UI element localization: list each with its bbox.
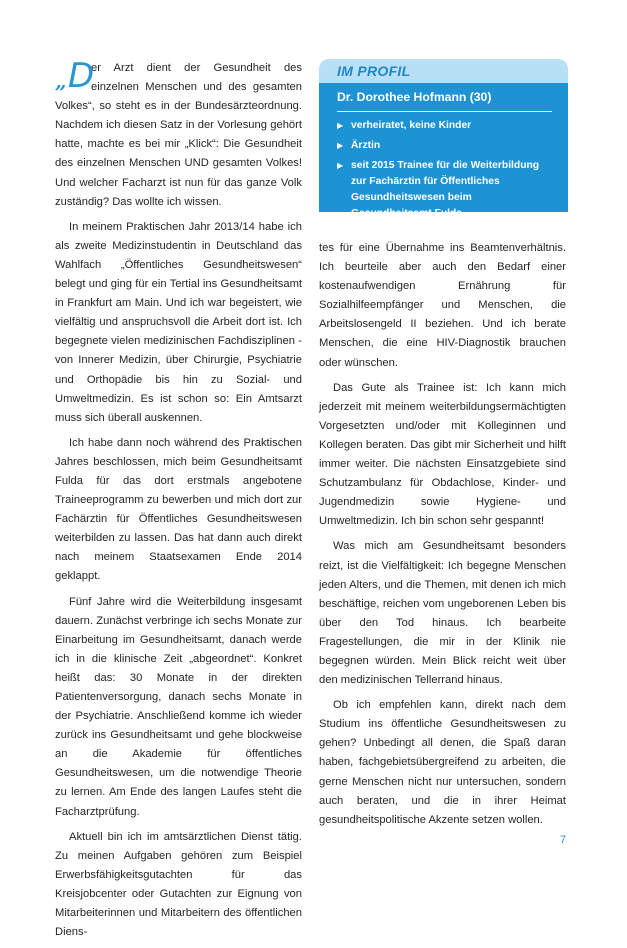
article-paragraph <box>55 56 302 212</box>
drop-cap <box>55 56 95 96</box>
profile-item-text: seit 2015 Trainee für die Weiterbildung zur Fachärztin für Öffentliches Gesundheitswesen beim Gesundheitsamt Fulda <box>351 160 540 219</box>
profile-heading: IM PROFIL <box>319 59 568 83</box>
triangle-bullet-icon: ▶ <box>337 121 344 130</box>
article-paragraph: Ich habe dann noch während des Praktischen Jahres beschlossen, mich beim Gesundheitsamt Fulda für das dort erstmals angebotene Traineeprogramm zu bewerben und mich dort zur Fachärztin für Öffentliches Gesundheitswesen weiterbilden zu lassen. Das hat dann auch direkt nach meinem Staatsexamen Ende 2014 geklappt. <box>55 436 302 583</box>
profile-item <box>337 138 552 154</box>
article-column-right <box>319 239 566 836</box>
drop-cap-quote: „ <box>55 69 67 93</box>
triangle-bullet-icon: ▶ <box>337 141 344 150</box>
profile-list <box>337 118 552 222</box>
profile-box <box>319 59 568 220</box>
profile-item <box>337 158 552 222</box>
drop-cap-letter: D <box>68 56 95 96</box>
article-paragraph: Ob ich empfehlen kann, direkt nach dem Studium ins öffentliche Gesundheitswesen zu gehen? Unbedingt all denen, die Spaß daran haben, fachgebietsübergreifend zu arbeiten, die gerne Menschen nicht nur untersuchen, sondern auch beraten, und die in ihrer Heimat gesundheitspolitische Akzente setzen wollen. <box>319 699 566 826</box>
article-paragraph: Fünf Jahre wird die Weiterbildung insgesamt dauern. Zunächst verbringe ich sechs Monate zur Einarbeitung im Gesundheitsamt, danach werde ich in die klinische Zeit „abgeordnet“. Konkret heißt das: 30 Monate in der direkten Patientenversorgung, danach sechs Monate in der Psychiatrie. Anschließend komme ich wieder zurück ins Gesundheitsamt und gehe blockweise an die Akademie für öffentliches Gesundheitswesen, um die notwendige Theorie zu lernen. Am Ende des langen Laufes steht die Facharztprüfung. <box>55 595 302 818</box>
paragraph-text: er Arzt dient der Gesundheit des einzelnen Menschen und des gesamten Volkes“, so steht es in der Bundesärzteordnung. Nachdem ich diesen Satz in der Vorlesung gehört hatte, machte es bei mir „Klick“: Die Gesundheit des einzelnen Menschen UND gesamten Volkes! Und welcher Facharzt ist nun für das ganze Volk zuständig? Das wollte ich wissen. <box>55 62 302 208</box>
profile-item <box>337 118 552 134</box>
article-paragraph: Das Gute als Trainee ist: Ich kann mich jederzeit mit meinem weiterbildungsermächtigten Vorgesetzten und/oder mit Kolleginnen und Kollegen beraten. Das gibt mir Sicherheit und hilft immer weiter. Die nächsten Einsatzgebiete sind Schutzambulanz für Obdachlose, Kinder- und Jugendmedizin sowie Hygiene- und Umweltmedizin. Ich bin schon sehr gespannt! <box>319 381 566 528</box>
profile-item-text: verheiratet, keine Kinder <box>351 120 472 131</box>
profile-body <box>319 83 568 219</box>
article-paragraph: In meinem Praktischen Jahr 2013/14 habe ich als zweite Medizinstudentin in Deutschland das Wahlfach „Öffentliches Gesundheitswesen“ belegt und ging für ein Tertial ins Gesundheitsamt in Frankfurt am Main. Und ich war begeistert, wie vielfältig und anspruchsvoll die Arbeit dort ist. Ich begegnete vielen medizinischen Fachdisziplinen - von Innerer Medizin, über Chirurgie, Psychiatrie und Orthopädie bis hin zu Sozial- und Umweltmedizin. Es ist schon so: Ein Amtsarzt muss sich überall auskennen. <box>55 220 302 424</box>
article-paragraph: Was mich am Gesundheitsamt besonders reizt, ist die Vielfältigkeit: Ich begegne Menschen jeden Alters, und die Themen, mit denen ich mich beschäftige, reichen vom ungeborenen Leben bis über den Tod hinaus. Ich bearbeite Fragestellungen, die mir in der Klinik nie begegnen würden. Mein Blick reicht weit über den medizinischen Tellerrand hinaus. <box>319 540 566 687</box>
profile-item-text: Ärztin <box>351 140 381 151</box>
triangle-bullet-icon: ▶ <box>337 161 344 170</box>
article-paragraph: Aktuell bin ich im amtsärztlichen Dienst tätig. Zu meinen Aufgaben gehören zum Beispiel Erwerbsfähigkeitsgutachten für das Kreisjobcenter oder Gutachten zur Eignung von Mitarbeiterinnen und Mitarbeitern des öffentlichen Diens- <box>55 830 302 939</box>
profile-name: Dr. Dorothee Hofmann (30) <box>337 87 552 112</box>
article-paragraph: tes für eine Übernahme ins Beamtenverhältnis. Ich beurteile aber auch den Bedarf einer kostenaufwendigen Ernährung für Sozialhilfeempfänger und Menschen, die Arbeitslosengeld II beziehen. Und ich berate Menschen, die eine HIV-Diagnostik brauchen oder wünschen. <box>319 242 566 369</box>
page-number: 7 <box>560 834 567 846</box>
article-column-left <box>55 56 302 948</box>
